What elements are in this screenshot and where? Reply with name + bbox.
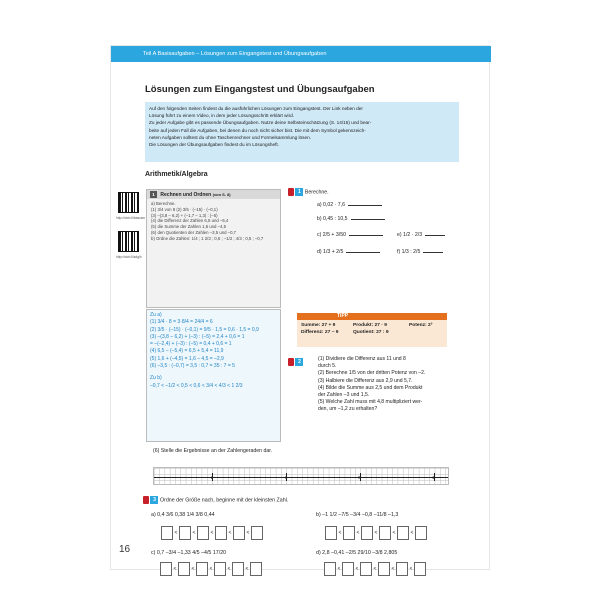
number-line[interactable] [153,467,449,485]
answer-box[interactable] [214,562,226,576]
tick-label: –1 [282,476,288,481]
task1-item-text: f) 1/3 : 2/5 [397,249,421,255]
answer-box[interactable] [161,526,173,540]
task3-row-b: b) –1 1/2 –7/5 –3/4 –0,8 –11/8 –1,3 [316,512,399,518]
no-calculator-icon [143,496,149,504]
tip-item: Summe: 27 + 9 [301,323,336,328]
less-than: < [246,530,250,536]
intro-line: neten Aufgaben solltest du ohne Taschenrechner und Formelsammlung lösen. [149,134,311,140]
task2-lines [318,356,425,414]
answer-box[interactable] [178,562,190,576]
less-than: < [409,566,413,572]
answer-boxes-a [161,526,263,540]
card-line: (4) die Differenz der Zahlen 6,5 und –5,4 [151,218,229,224]
card-line: a) Berechne. [151,201,176,206]
task1-item-c [317,232,383,238]
task3-number: 3 [150,496,158,504]
answer-box[interactable] [342,562,354,576]
task1-item-f [397,249,443,255]
answer-line[interactable] [349,235,383,236]
answer-box[interactable] [360,562,372,576]
answer-box[interactable] [396,562,408,576]
task1-number: 1 [295,188,303,196]
answer-box[interactable] [250,562,262,576]
task2-line6: (6) Stelle die Ergebnisse an der Zahlengeraden dar. [153,448,273,454]
answer-box[interactable] [414,562,426,576]
solution-line: (4) 6,5 – (–5,4) = 6,5 + 5,4 = 11,9 [150,348,224,355]
exercise-card-1 [146,189,281,308]
less-than: < [174,530,178,536]
less-than: < [245,566,249,572]
solution-a-title: Zu a) [150,312,162,318]
tip-item: Quotient: 27 : 9 [353,330,389,335]
card-line: (3) –(3,8 – 6,2) + (–1,7 – 1,3) : (–5) [151,212,218,218]
solution-b-line: –0,7 < –1/2 < 0,5 < 0,6 < 3/4 < 4/3 < 1 2/3 [150,382,243,389]
solution-line: (6) –3,5 : (–0,7) = 3,5 : 0,7 = 35 : 7 = 5 [150,363,235,370]
intro-line: Lösung führt zu einem Video, in dem jeder Lösungsschritt erklärt wird. [149,113,295,119]
answer-line[interactable] [351,219,385,220]
intro-line: Zu jeder Aufgabe gibt es passende Übungsaufgaben. Nutze deine Selbsteinschätzung (S. 14/15) und bear- [149,120,372,126]
less-than: < [191,566,195,572]
solution-line: = –(–2,4) + (–3) : (–5) = 0,4 + 0,6 = 1 [150,341,232,348]
tick-label: 1 [432,476,435,481]
answer-box[interactable] [251,526,263,540]
task2-line: durch 5. [318,363,337,370]
task2-line: der Zahlen –3 und 1,5. [318,392,370,399]
less-than: < [192,530,196,536]
less-than: < [410,530,414,536]
task1-item-text: a) 0,02 · 7,6 [317,202,345,208]
less-than: < [209,566,213,572]
card-number: 1 [150,191,157,198]
solution-b-title: Zu b) [150,375,162,382]
tip-item: Potenz: 2³ [409,323,433,328]
tick-label: –2 [208,476,214,481]
answer-boxes-c [160,562,262,576]
answer-box[interactable] [233,526,245,540]
less-than: < [392,530,396,536]
answer-box[interactable] [415,526,427,540]
answer-box[interactable] [197,526,209,540]
page-number: 16 [119,544,131,555]
tip-item: Differenz: 27 – 9 [301,330,339,335]
qr-code-1[interactable] [118,192,139,213]
answer-box[interactable] [196,562,208,576]
answer-box[interactable] [232,562,244,576]
tip-content [297,320,447,338]
solution-line: (5) 1,6 + (–4,5) = 1,6 – 4,5 = –2,9 [150,355,224,362]
no-calculator-icon [288,188,294,196]
qr-caption-1[interactable]: http://stoh.li/bascsm [116,216,146,220]
card-line: (1) 3/4 von 8 (2) 3/5 · (–15) · (–0,1) [151,206,218,212]
tip-item: Produkt: 27 · 9 [353,323,387,328]
task2-marker [288,358,303,366]
answer-box[interactable] [343,526,355,540]
solution-line: (3) –(3,8 – 6,2) + (–3) : (–5) = 2,4 + 0,6 = 1 [150,333,245,340]
less-than: < [210,530,214,536]
task2-number: 2 [295,358,303,366]
section-heading: Arithmetik/Algebra [145,171,208,178]
answer-box[interactable] [397,526,409,540]
task3-row-a: a) 0,4 3/6 0,38 1/4 3/8 0,44 [151,512,215,518]
answer-box[interactable] [378,562,390,576]
answer-box[interactable] [325,526,337,540]
answer-boxes-b [325,526,427,540]
solution-line: (2) 3/5 · (–15) · (–0,1) = 9/5 · 1,5 = 0,6 · 1,5 = 0,9 [150,326,259,333]
tip-box [297,313,447,347]
task1-item-e [397,232,445,238]
task2-line: den, um –1,2 zu erhalten? [318,406,378,413]
task1-item-d [317,249,380,255]
answer-box[interactable] [379,526,391,540]
task1-item-text: b) 0,45 : 10,5 [317,216,348,222]
task1-item-text: d) 1/3 + 2/5 [317,249,344,255]
solution-box [146,309,281,442]
intro-box [145,102,459,162]
task2-line: (1) Dividiere die Differenz aus 11 und 8 [318,356,406,362]
answer-line[interactable] [423,252,443,253]
task2-line: (5) Welche Zahl muss mit 4,8 multipliziert wer- [318,399,423,406]
number-line-axis [154,477,448,478]
card-body [147,199,280,244]
answer-box[interactable] [215,526,227,540]
task1-header [288,188,329,196]
task3-row-c: c) 0,7 –3/4 –1,33 4/5 –4/5 17/20 [151,550,227,556]
task1-item-a [317,202,382,208]
card-title: Rechnen und Ordnen [160,192,212,198]
less-than: < [173,566,177,572]
task3-header [143,496,288,504]
no-calculator-icon [288,358,294,366]
task3-row-d: d) 2,8 –0,41 –2/5 29/10 –3/8 2,805 [316,550,398,556]
intro-line: Auf den folgenden Seiten findest du die ausführlichen Lösungen zum Eingangstest. Der Link neben der [149,106,363,111]
solution-line: (1) 3/4 · 8 = 3·8/4 = 24/4 = 6 [150,319,213,326]
answer-box[interactable] [324,562,336,576]
answer-box[interactable] [179,526,191,540]
answer-boxes-d [324,562,426,576]
workbook-page [110,45,490,570]
answer-box[interactable] [361,526,373,540]
less-than: < [337,566,341,572]
intro-line: beite auf jeden Fall die Aufgaben, bei denen du noch nicht sicher bist. Die mit dem Symbol gekennzeich- [149,127,366,133]
card-header [147,190,280,199]
less-than: < [374,530,378,536]
answer-line[interactable] [425,235,445,236]
card-line: (6) den Quotienten der Zahlen –3,5 und –0,7 [151,229,237,235]
task2-line: (2) Berechne 1/5 von der dritten Potenz von –2. [318,370,426,377]
task1-item-text: c) 2/5 + 3/50 [317,232,346,238]
less-than: < [356,530,360,536]
card-line: b) Ordne die Zahlen: 1/4 ; 1 2/3 ; 0,6 ; –1/2 ; 4/3 ; 0,5 ; –0,7 [151,235,264,241]
less-than: < [338,530,342,536]
qr-caption-2[interactable]: http://stoh.li/sdglh [116,255,142,259]
card-page-ref: (von S. 8) [212,192,231,197]
task2-line: (3) Halbiere die Differenz aus 2,9 und 5,7. [318,377,413,384]
less-than: < [373,566,377,572]
task3-prompt: Ordne der Größe nach, beginne mit der kleinsten Zahl. [159,497,289,504]
tick-label: 0 [358,476,361,481]
tip-header: TIPP [297,313,447,320]
task1-prompt: Berechne. [304,189,329,196]
intro-line: Die Lösungen der Übungsaufgaben findest du im Lösungsheft. [149,142,280,148]
answer-line[interactable] [348,205,382,206]
less-than: < [391,566,395,572]
qr-code-2[interactable] [118,231,139,252]
less-than: < [227,566,231,572]
answer-box[interactable] [160,562,172,576]
less-than: < [228,530,232,536]
answer-line[interactable] [346,252,380,253]
header-band: Teil A Basisaufgaben – Lösungen zum Eingangstest und Übungsaufgaben [111,46,491,62]
task1-item-b [317,216,385,222]
page-title: Lösungen zum Eingangstest und Übungsaufgaben [145,84,375,95]
card-line: (5) die Summe der Zahlen 1,6 und –4,5 [151,224,227,230]
task2-line: (4) Bilde die Summe aus 2,5 und dem Produkt [318,384,423,391]
less-than: < [355,566,359,572]
task1-item-text: e) 1/2 · 2/3 [397,232,423,238]
